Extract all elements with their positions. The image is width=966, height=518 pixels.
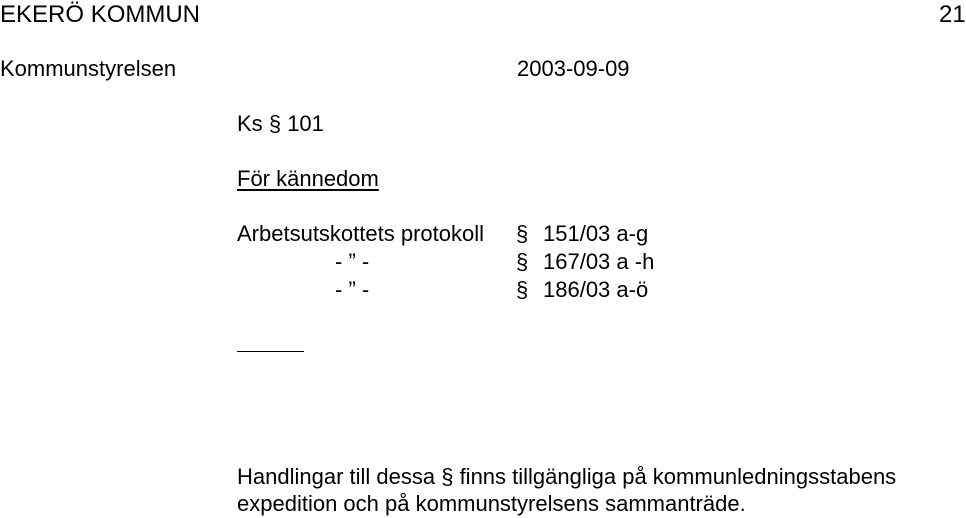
protocol-label-1: Arbetsutskottets protokoll xyxy=(237,221,485,246)
separator-rule xyxy=(237,351,304,352)
meeting-date: 2003-09-09 xyxy=(517,56,630,81)
protocol-section-sign-1: § xyxy=(516,221,529,246)
protocol-label-3: - ” - xyxy=(335,277,370,302)
paragraph-number xyxy=(237,111,324,137)
note-line-2: expedition och på kommunstyrelsens sammanträde. xyxy=(237,491,746,516)
subject-heading: För kännedom xyxy=(237,166,379,191)
protocol-section-sign-2: § xyxy=(516,249,529,274)
organization-name: EKERÖ KOMMUN xyxy=(0,1,201,28)
paragraph-value: 101 xyxy=(287,111,324,136)
section-sign: § xyxy=(268,111,282,136)
page-number: 21 xyxy=(939,1,966,28)
paragraph-prefix: Ks xyxy=(237,111,263,136)
protocol-ref-1: 151/03 a-g xyxy=(543,221,649,246)
body-name: Kommunstyrelsen xyxy=(0,56,177,81)
note-line-1: Handlingar till dessa § finns tillgängliga på kommunledningsstabens xyxy=(237,464,897,489)
protocol-section-sign-3: § xyxy=(516,277,529,302)
protocol-ref-2: 167/03 a -h xyxy=(543,249,655,274)
protocol-label-2: - ” - xyxy=(335,249,370,274)
protocol-ref-3: 186/03 a-ö xyxy=(543,277,649,302)
